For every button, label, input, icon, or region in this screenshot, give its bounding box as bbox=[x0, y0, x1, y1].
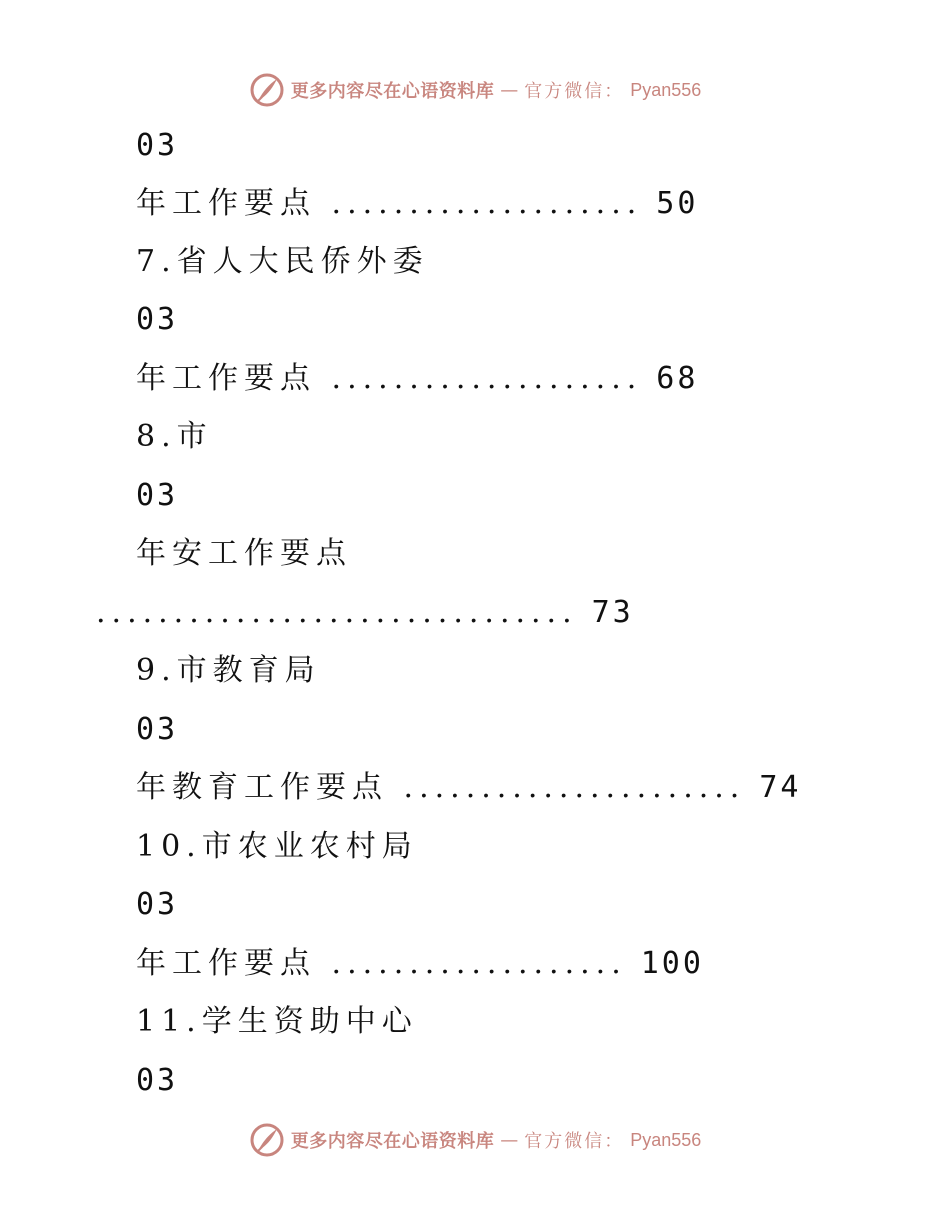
toc-line-text: 03 bbox=[136, 1063, 179, 1098]
toc-line-text: 03 bbox=[136, 128, 179, 163]
toc-line bbox=[136, 1061, 178, 1101]
toc-line-text: 8.市 bbox=[136, 419, 213, 454]
toc-line-text: 03 bbox=[136, 712, 179, 747]
toc-page-number: 68 bbox=[656, 361, 699, 396]
toc-leader-dots: ............................... bbox=[96, 595, 578, 630]
toc-leader-dots: ................... bbox=[331, 946, 627, 981]
toc-line-text: 7.省人大民侨外委 bbox=[136, 244, 429, 279]
toc-line-text: 10.市农业农村局 bbox=[136, 829, 418, 864]
toc-entry bbox=[136, 768, 801, 808]
toc-section-heading bbox=[136, 417, 213, 457]
toc-line-text: 03 bbox=[136, 887, 179, 922]
watermark-wechat-label: 官方微信： bbox=[524, 1131, 625, 1152]
toc-section-heading bbox=[136, 651, 321, 691]
toc-leader-dots: .................... bbox=[331, 186, 643, 221]
toc-entry-title: 年工作要点 bbox=[136, 946, 316, 981]
toc-entry-title: 年工作要点 bbox=[136, 361, 316, 396]
toc-line bbox=[136, 476, 178, 516]
toc-line-text: 03 bbox=[136, 478, 179, 513]
watermark-text: 更多内容尽在心语资料库 bbox=[290, 1131, 495, 1152]
toc-entry-title-line bbox=[136, 534, 352, 574]
toc-entry bbox=[136, 184, 698, 224]
toc-line-text: 11.学生资助中心 bbox=[136, 1004, 418, 1039]
quill-logo-icon bbox=[249, 1122, 285, 1158]
toc-section-heading bbox=[136, 1002, 418, 1042]
watermark-wechat-id: Pyan556 bbox=[630, 1129, 702, 1150]
toc-leader-dots: .................... bbox=[331, 361, 643, 396]
toc-entry-title: 年安工作要点 bbox=[136, 536, 352, 571]
toc-page-number: 100 bbox=[640, 946, 704, 981]
toc-line-text: 03 bbox=[136, 302, 179, 337]
toc-entry bbox=[136, 944, 704, 984]
watermark-separator: — bbox=[500, 1129, 519, 1151]
toc-line-text: 9.市教育局 bbox=[136, 653, 321, 688]
toc-page-number: 73 bbox=[591, 595, 634, 630]
watermark-wechat-label: 官方微信： bbox=[524, 81, 625, 102]
toc-entry-title: 年工作要点 bbox=[136, 186, 316, 221]
toc-line bbox=[136, 126, 178, 166]
toc-line bbox=[136, 885, 178, 925]
footer-watermark bbox=[0, 1120, 950, 1160]
watermark-wechat-id: Pyan556 bbox=[630, 79, 702, 100]
toc-page-number: 50 bbox=[656, 186, 699, 221]
toc-line bbox=[136, 710, 178, 750]
watermark-separator: — bbox=[500, 79, 519, 101]
toc-page-number: 74 bbox=[759, 770, 802, 805]
toc-entry bbox=[136, 359, 698, 399]
toc-section-heading bbox=[136, 242, 429, 282]
watermark-text: 更多内容尽在心语资料库 bbox=[290, 81, 495, 102]
toc-leader-dots: ...................... bbox=[403, 770, 746, 805]
quill-logo-icon bbox=[249, 72, 285, 108]
toc-line bbox=[136, 300, 178, 340]
header-watermark bbox=[0, 70, 950, 110]
toc-leader-line bbox=[96, 593, 634, 633]
toc-entry-title: 年教育工作要点 bbox=[136, 770, 388, 805]
toc-section-heading bbox=[136, 827, 418, 867]
